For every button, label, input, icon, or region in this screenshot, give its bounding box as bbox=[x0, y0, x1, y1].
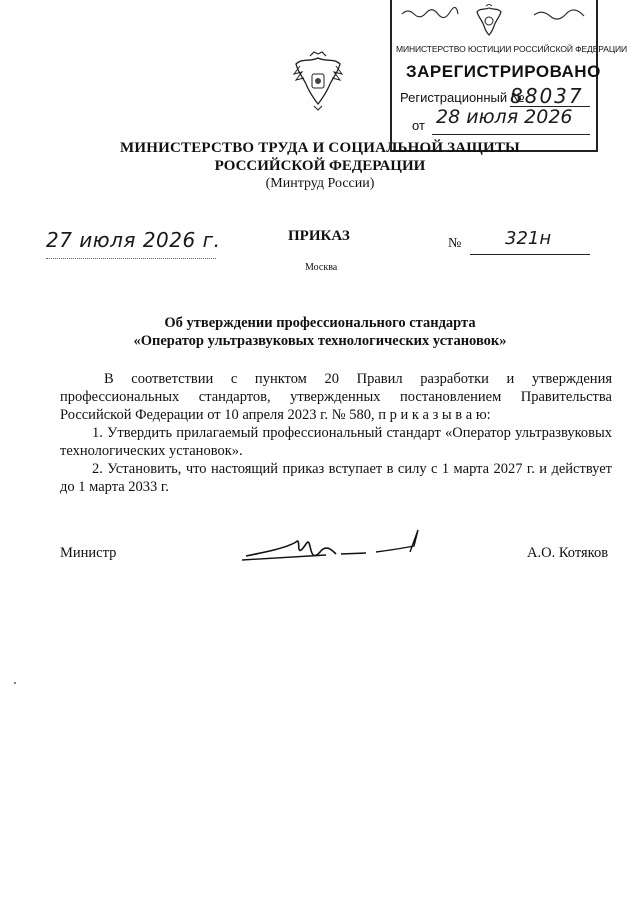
order-number-underline bbox=[470, 254, 590, 255]
signer-position: Министр bbox=[60, 545, 117, 561]
stamp-eagle-emblem-icon bbox=[474, 4, 504, 38]
order-number-label: № bbox=[448, 236, 462, 251]
document-title-line2: «Оператор ультразвуковых технологических установок» bbox=[133, 333, 507, 349]
stamp-date-label: от bbox=[412, 118, 425, 133]
body-paragraph-item-1: 1. Утвердить прилагаемый профессиональный стандарт «Оператор ультразвуковых технологических установок». bbox=[60, 425, 612, 459]
document-city: Москва bbox=[305, 262, 338, 273]
handwritten-signature bbox=[236, 522, 426, 572]
signer-name: А.О. Котяков bbox=[527, 545, 609, 561]
stamp-ministry-name: МИНИСТЕРСТВО ЮСТИЦИИ РОССИЙСКОЙ ФЕДЕРАЦИИ bbox=[396, 44, 628, 54]
order-date: 27 июля 2026 г. bbox=[46, 228, 221, 252]
stamp-date: 28 июля 2026 bbox=[436, 106, 573, 128]
stamp-status: ЗАРЕГИСТРИРОВАНО bbox=[406, 62, 601, 81]
order-number: 321н bbox=[505, 228, 552, 249]
stamp-reg-number-label: Регистрационный № bbox=[400, 90, 525, 105]
stamp-scribble-mark bbox=[532, 8, 587, 22]
body-paragraph-item-2: 2. Установить, что настоящий приказ вступает в силу с 1 марта 2027 г. и действует до 1 марта 2033 г. bbox=[60, 461, 612, 495]
stamp-reg-number: 88037 bbox=[510, 84, 584, 108]
scan-artifact-dot bbox=[14, 682, 16, 684]
stamp-scribble-mark bbox=[400, 6, 460, 20]
stamp-date-underline bbox=[432, 134, 590, 135]
document-type: ПРИКАЗ bbox=[288, 228, 350, 244]
registration-stamp bbox=[390, 0, 628, 152]
russian-eagle-emblem-icon bbox=[290, 50, 346, 112]
ministry-name-line2: РОССИЙСКОЙ ФЕДЕРАЦИИ bbox=[214, 158, 426, 174]
body-paragraph-preamble: В соответствии с пунктом 20 Правил разработки и утверждения профессиональных стандартов, утвержденных постановлением Правительства Российской Федерации от 10 апреля 2023 г. № 580, п р и к а з ы в а ю: bbox=[60, 371, 612, 423]
order-date-underline bbox=[46, 258, 216, 259]
document-title-line1: Об утверждении профессионального стандарта bbox=[164, 315, 476, 331]
ministry-short-name: (Минтруд России) bbox=[265, 176, 375, 191]
ministry-name-line1: МИНИСТЕРСТВО ТРУДА И СОЦИАЛЬНОЙ ЗАЩИТЫ bbox=[120, 140, 520, 156]
